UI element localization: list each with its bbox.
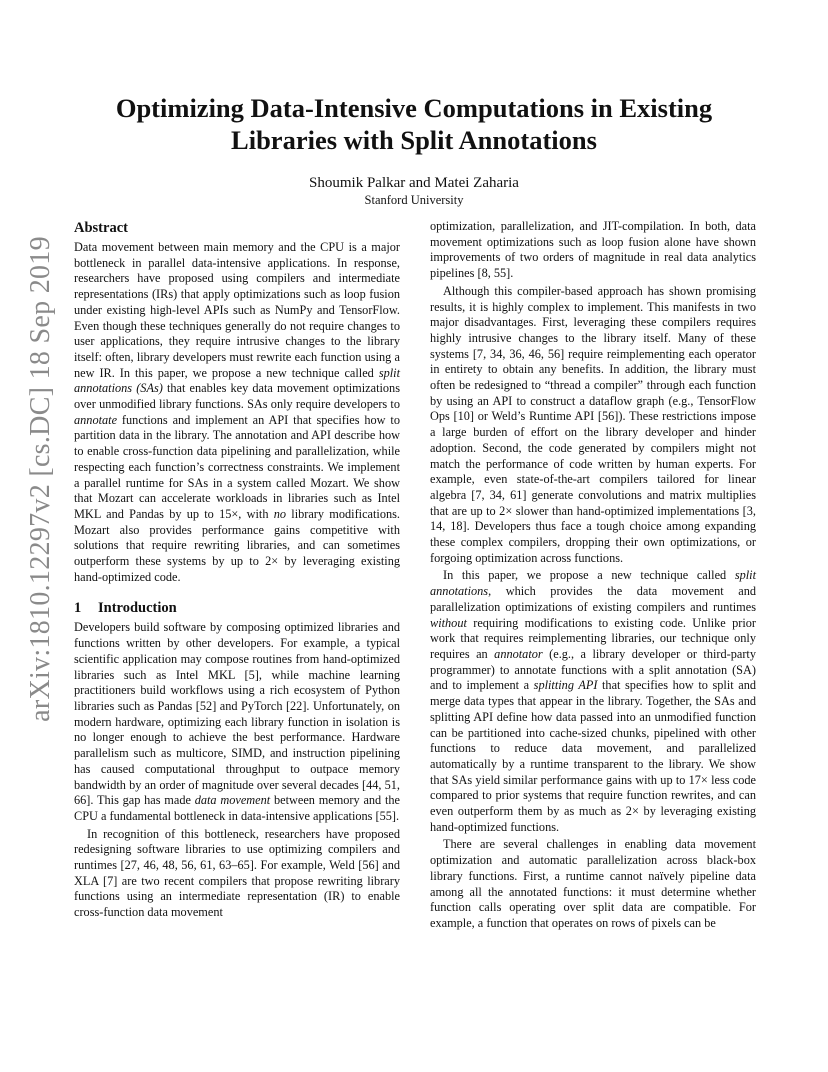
abstract-paragraph: Data movement between main memory and the CPU is a major bottleneck in parallel data-intensive applications. In response, researchers have proposed using compilers and intermediate representations (IRs) that apply optimizations such as loop fusion under existing high-level APIs such as NumPy and TensorFlow. Even though these techniques generally do not require changes to user applications, they require intrusive changes to the library itself: often, library developers must rewrite each function using a new IR. In this paper, we propose a new technique called split annotations (SAs) that enables key data movement optimizations over unmodified library functions. SAs only require developers to annotate functions and implement an API that specifies how to partition data in the library. The annotation and API describe how to enable cross-function data pipelining and parallelization, while respecting each function’s correctness constraints. We implement a parallel runtime for SAs in a system called Mozart. We show that Mozart can accelerate workloads in libraries such as Intel MKL and Pandas by up to 15×, with no library modifications. Mozart also provides performance gains competitive with solutions that require rewriting libraries, and can sometimes outperform these systems by up to 2× by leveraging existing hand-optimized code.: [74, 240, 400, 584]
intro-paragraph-1: Developers build software by composing optimized libraries and functions written by other developers. For example, a typical scientific application may compose routines from hand-optimized libraries such as Intel MKL [5], while machine learning practitioners build workflows using a rich ecosystem of Python libraries such as Pandas [52] and PyTorch [22]. Unfortunately, on modern hardware, optimizing each library function in isolation is no longer enough to achieve the best performance. Hardware parallelism such as multicore, SIMD, and instruction pipelining has caused computational throughput to outpace memory bandwidth by an order of magnitude over several decades [44, 51, 66]. This gap has made data movement between memory and the CPU a fundamental bottleneck in data-intensive applications [55].: [74, 620, 400, 823]
arxiv-stamp-text: arXiv:1810.12297v2 [cs.DC] 18 Sep 2019: [25, 236, 56, 722]
affiliation: Stanford University: [364, 193, 464, 207]
intro-paragraph-2: In recognition of this bottleneck, researchers have proposed redesigning software libraries to use optimizing compilers and runtimes [27, 46, 48, 56, 61, 63–65]. For example, Weld [56] and XLA [7] are two recent compilers that propose rewriting library functions using an intermediate representation (IR) to enable cross-function data movement: [74, 826, 400, 920]
abstract-heading: Abstract: [74, 220, 128, 236]
introduction-heading: [74, 599, 400, 617]
intro-paragraph-3: Although this compiler-based approach has shown promising results, it is highly complex to implement. This manifests in two major disadvantages. First, leveraging these compilers requires highly intrusive changes to the library itself. Many of these systems [7, 34, 36, 46, 56] require reimplementing each operator in entirety to obtain any benefits. In addition, the library must often be redesigned to “thread a compiler” through each function by using an API to construct a dataflow graph (e.g., TensorFlow Ops [10] or Weld’s Runtime API [56]). These restrictions impose a large burden of effort on the library developer and hinder adoption. Second, the code generated by compilers might not match the performance of code written by human experts. For example, even state-of-the-art compilers tailored for linear algebra [7, 34, 61] generate convolutions and matrix multiplies that are up to 2× slower than hand-optimized implementations [3, 14, 18]. Developers thus face a tough choice among expanding these complex compilers, dropping their own optimizations, or forgoing optimization across functions.: [430, 283, 756, 565]
right-column: [430, 219, 756, 934]
section-number: 1: [74, 600, 82, 617]
paper-title-line-1: Optimizing Data-Intensive Computations in Existing: [115, 93, 713, 123]
intro-paragraph-4: In this paper, we propose a new technique called split annotations, which provides the data movement and parallelization optimizations of existing compilers and runtimes without requiring modifications to existing code. Unlike prior work that requires reimplementing libraries, our technique only requires an annotator (e.g., a library developer or third-party programmer) to annotate functions with a split annotation (SA) and to implement a splitting API that specifies how to split and merge data types that appear in the library. Together, the SAs and splitting API define how data passed into an unmodified function can be partitioned into cache-sized chunks, pipelined with other functions to reduce data movement, and parallelized automatically by a runtime transparent to the library. We show that SAs yield similar performance gains with up to 17× less code compared to prior systems that require function rewrites, and can even outperform them by as much as 2× by leveraging existing hand-optimized functions.: [430, 568, 756, 834]
paper-title: [60, 92, 768, 156]
paper-title-line-2: Libraries with Split Annotations: [231, 125, 597, 155]
left-column: [74, 219, 400, 923]
authors: Shoumik Palkar and Matei Zaharia: [309, 175, 519, 191]
section-title: Introduction: [98, 600, 177, 617]
intro-paragraph-2-continued: optimization, parallelization, and JIT-compilation. In both, data movement optimizations such as loop fusion alone have shown improvements of two orders of magnitude in real data analytics pipelines [8, 55].: [430, 219, 756, 281]
intro-paragraph-5: There are several challenges in enabling data movement optimization and automatic parallelization across black-box library functions. First, a runtime cannot naïvely pipeline data among all the annotated functions: it must determine whether function calls operating over split data are compatible. For example, a function that operates on rows of pixels can be: [430, 837, 756, 930]
